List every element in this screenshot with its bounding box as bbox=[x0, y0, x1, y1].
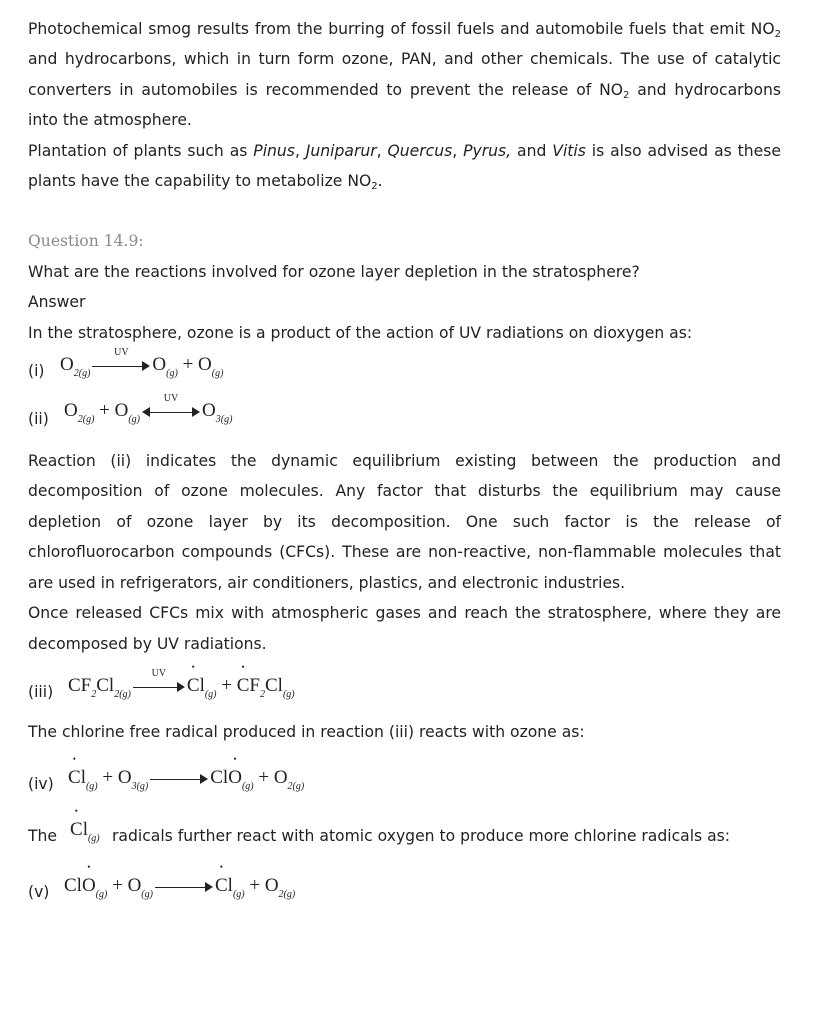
equation-number: (iv) bbox=[28, 775, 54, 794]
paragraph-radicals-start: The bbox=[28, 827, 58, 846]
equation-formula: $CF_2Cl_{2(g)}$ UV • $Cl_{(g)}$ + • $CF_2Cl_{(g)}$ bbox=[68, 675, 295, 700]
right-arrow-icon bbox=[155, 881, 213, 893]
equation-v bbox=[28, 863, 781, 921]
paragraph-radicals-rest: radicals further react with atomic oxygen to produce more chlorine radicals as: bbox=[112, 827, 731, 846]
equation-iii bbox=[28, 659, 781, 717]
equation-number: (iii) bbox=[28, 682, 54, 701]
question-text: What are the reactions involved for ozone layer depletion in the stratosphere? bbox=[28, 262, 640, 281]
chlorine-radical-formula: • $Cl_{(g)}$ bbox=[70, 819, 100, 844]
right-arrow-icon: UV bbox=[133, 681, 185, 693]
paragraph-equilibrium: Reaction (ii) indicates the dynamic equilibrium existing between the production and decomposition of ozone molecules. Any factor that disturbs the equilibrium may cause depletion of ozone layer by its decomposition. One such factor is the release of chlorofluorocarbon compounds (CFCs). These are non-reactive, non-flammable molecules that are used in refrigerators, air conditioners, plastics, and electronic industries. bbox=[28, 452, 781, 592]
document-page bbox=[28, 14, 781, 921]
equation-number: (i) bbox=[28, 362, 45, 381]
paragraph-plantation: Plantation of plants such as Pinus, Juniparur, Quercus, Pyrus, and Vitis is also advised as these plants have the capability to metabolize $NO_2$. bbox=[28, 141, 781, 193]
equation-formula: • $Cl_{(g)} + O_{3(g)}$ Cl• $O_{(g)} + O_{2(g)}$ bbox=[68, 767, 304, 792]
right-arrow-icon: UV bbox=[92, 360, 150, 372]
answer-intro: In the stratosphere, ozone is a product of the action of UV radiations on dioxygen as: bbox=[28, 323, 693, 342]
answer-label: Answer bbox=[28, 293, 86, 312]
equilibrium-arrow-icon: UV bbox=[142, 406, 200, 418]
equation-number: (ii) bbox=[28, 410, 49, 429]
equation-number: (v) bbox=[28, 883, 50, 902]
equation-iv bbox=[28, 747, 781, 807]
paragraph-cfc-release: Once released CFCs mix with atmospheric gases and reach the stratosphere, where they are decomposed by UV radiations. bbox=[28, 604, 781, 653]
equation-ii bbox=[28, 392, 781, 446]
paragraph-chlorine-radical: The chlorine free radical produced in reaction (iii) reacts with ozone as: bbox=[28, 722, 585, 741]
paragraph-smog: Photochemical smog results from the burring of fossil fuels and automobile fuels that emit $NO_2$ and hydrocarbons, which in turn form ozone, PAN, and other chemicals. The use of catalytic converters in automobiles is recommended to prevent the release of $NO_2$ and hydrocarbons into the atmosphere. bbox=[28, 20, 781, 130]
equation-i bbox=[28, 348, 781, 396]
right-arrow-icon bbox=[150, 773, 208, 785]
equation-formula: Cl• $O_{(g)} + O_{(g)}$ • $Cl_{(g)} + O_{2(g)}$ bbox=[64, 875, 295, 900]
question-heading: Question 14.9: bbox=[28, 232, 144, 251]
equation-formula: $O_{2(g)}$ UV $O_{(g)} + O_{(g)}$ bbox=[60, 346, 224, 380]
paragraph-radicals bbox=[28, 807, 781, 863]
equation-formula: $O_{2(g)} + O_{(g)}$ UV $O_{3(g)}$ bbox=[64, 392, 233, 426]
